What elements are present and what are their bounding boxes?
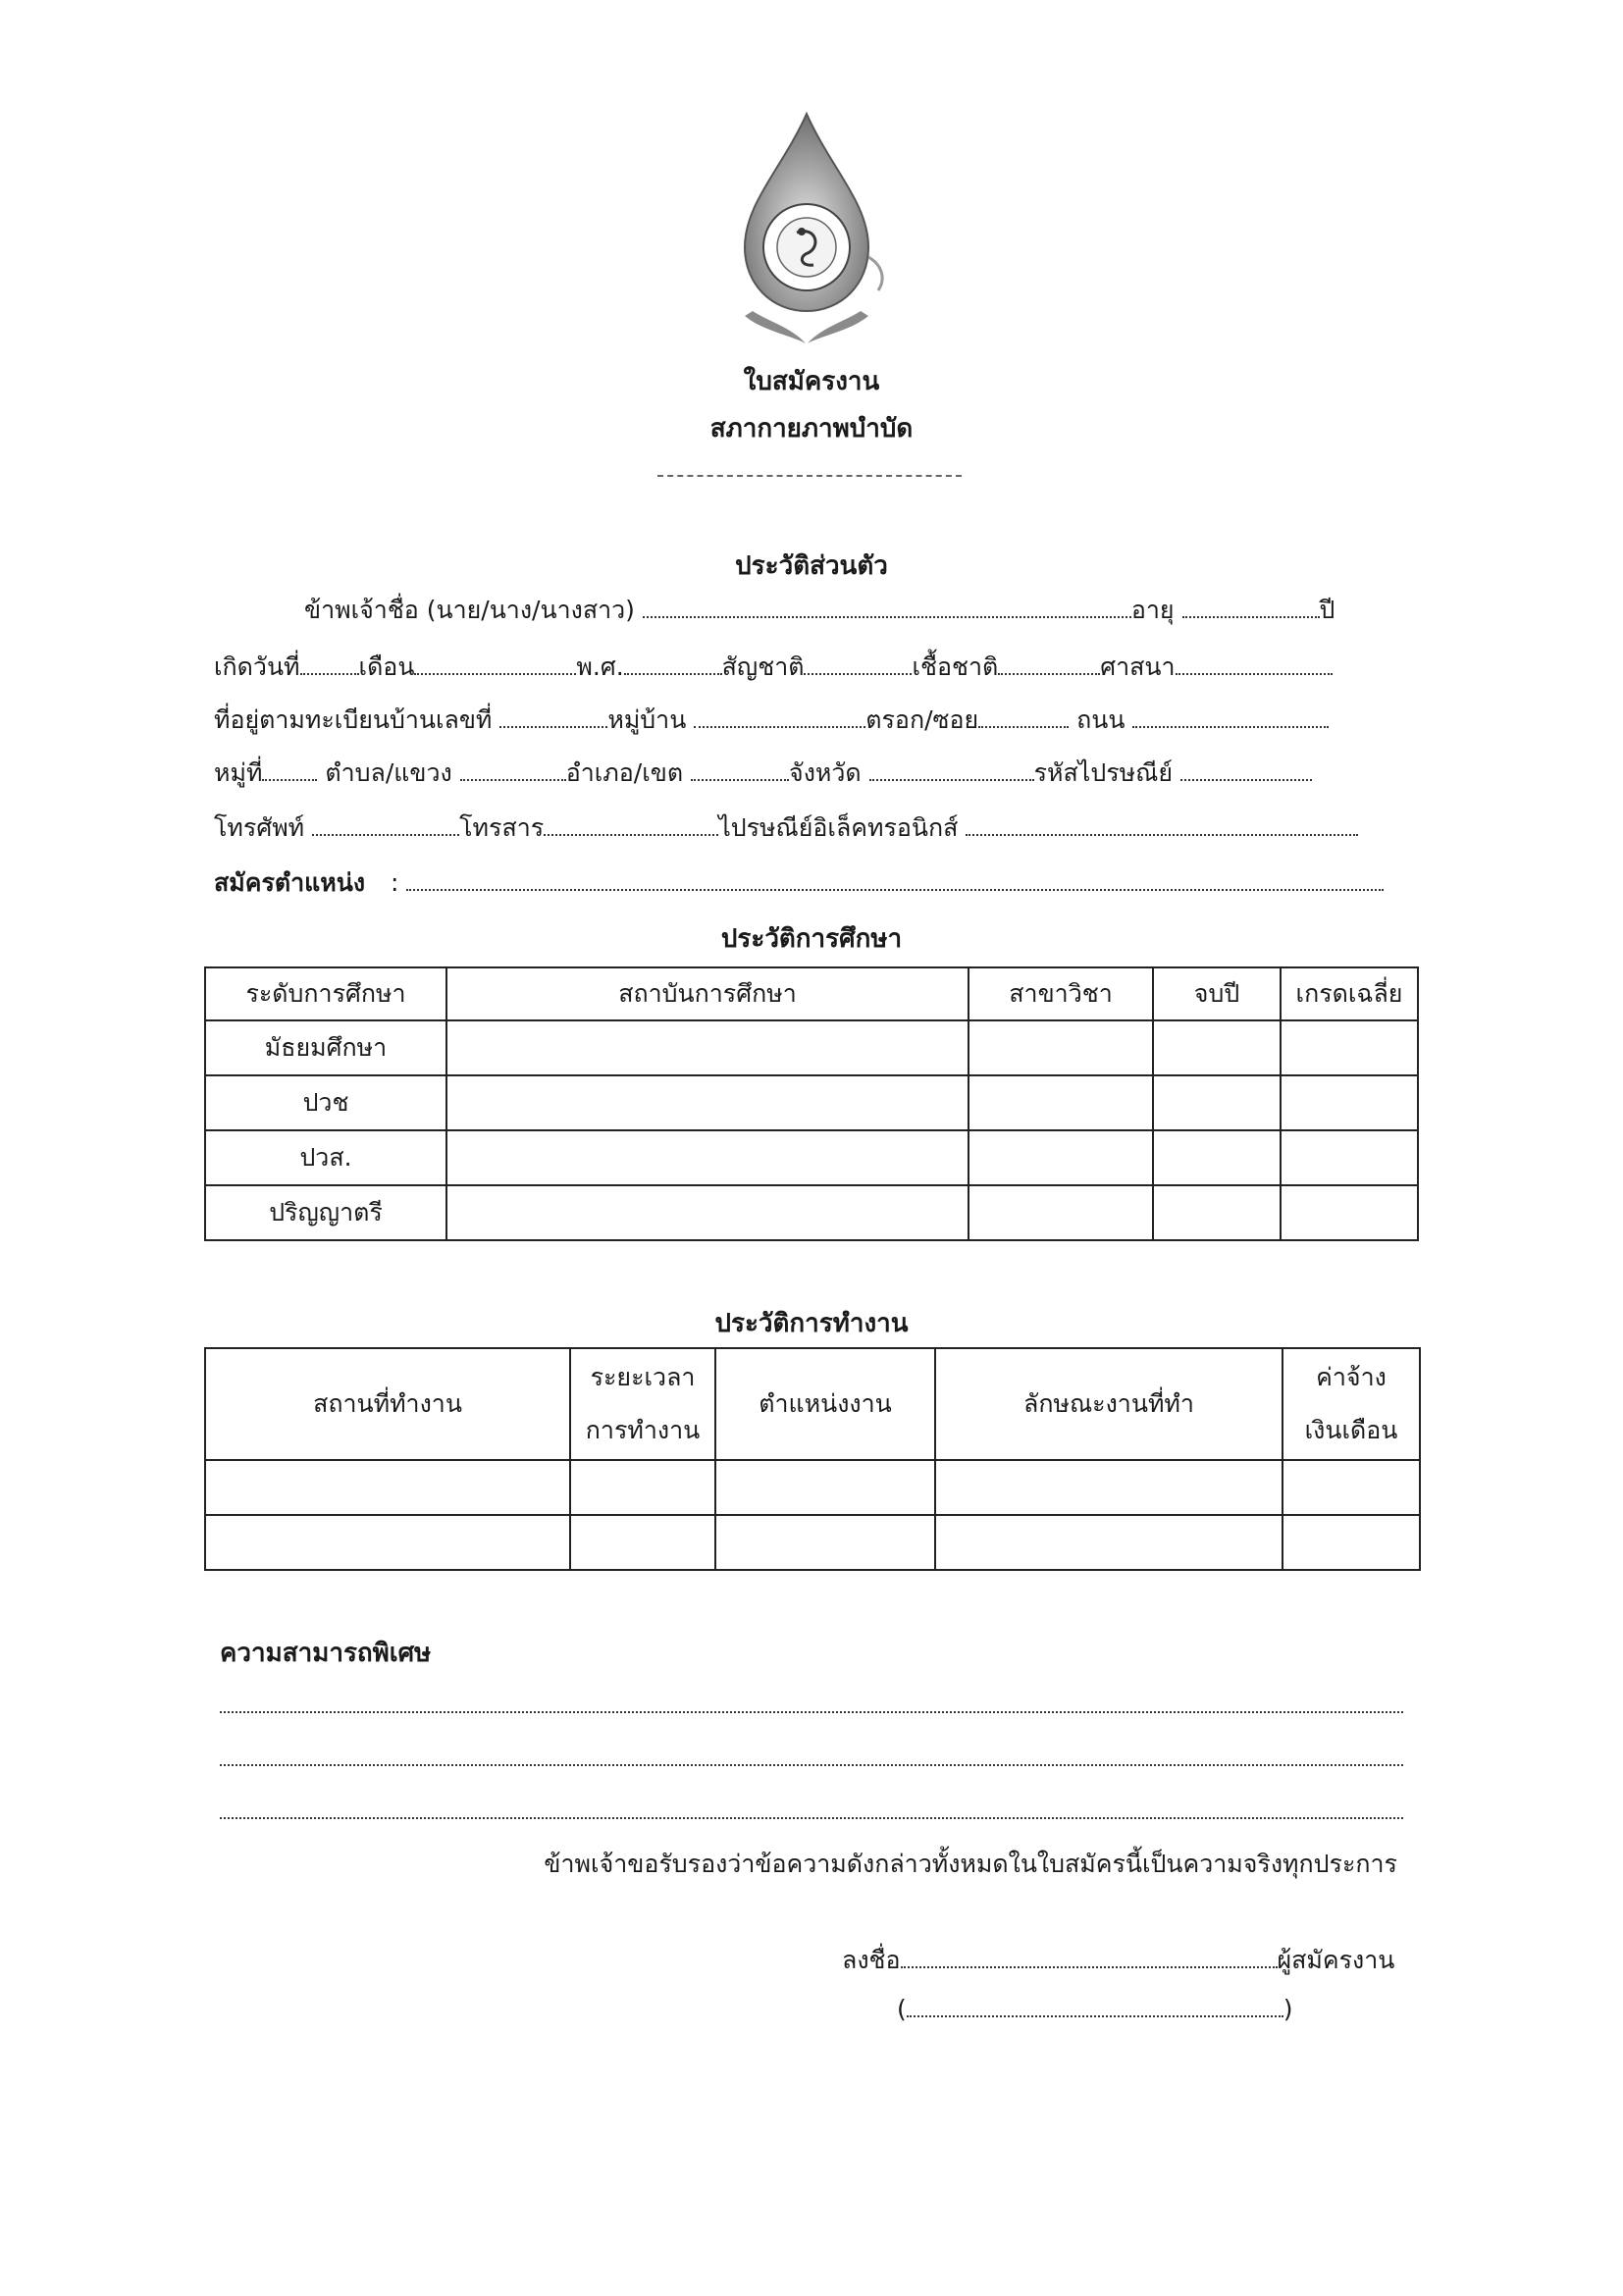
house-no-label: ที่อยู่ตามทะเบียนบ้านเลขที่: [214, 705, 493, 734]
moo-field[interactable]: [262, 757, 317, 781]
be-label: พ.ศ.: [576, 652, 624, 681]
personal-line-5: [214, 812, 1358, 844]
fax-label: โทรสาร: [459, 813, 545, 842]
table-row: [205, 1515, 1420, 1570]
work-table: [204, 1347, 1421, 1571]
edu-header-institution: สถาบันการศึกษา: [446, 967, 969, 1020]
edu-institution-cell[interactable]: [446, 1130, 969, 1185]
work-duration-cell[interactable]: [570, 1515, 715, 1570]
year-label: ปี: [1319, 596, 1335, 624]
alley-label: ตรอก/ซอย: [865, 705, 979, 734]
work-header-duration-line2: การทำงาน: [585, 1416, 701, 1444]
edu-institution-cell[interactable]: [446, 1185, 969, 1240]
edu-gpa-cell[interactable]: [1281, 1020, 1418, 1075]
signature-line: [842, 1941, 1394, 1980]
nationality-label: สัญชาติ: [721, 652, 805, 681]
edu-gpa-cell[interactable]: [1281, 1185, 1418, 1240]
postal-field[interactable]: [1180, 757, 1312, 781]
work-nature-cell[interactable]: [935, 1460, 1283, 1515]
work-header-salary-line1: ค่าจ้าง: [1316, 1363, 1387, 1391]
edu-major-cell[interactable]: [969, 1130, 1153, 1185]
personal-line-3: [214, 704, 1329, 736]
edu-year-cell[interactable]: [1153, 1185, 1281, 1240]
work-header-row: [205, 1348, 1420, 1460]
edu-year-cell[interactable]: [1153, 1075, 1281, 1130]
edu-year-cell[interactable]: [1153, 1130, 1281, 1185]
personal-line-4: [214, 757, 1312, 789]
fax-field[interactable]: [544, 812, 718, 836]
work-header-nature: ลักษณะงานที่ทำ: [935, 1348, 1283, 1460]
sign-label: ลงชื่อ: [842, 1946, 901, 1974]
name-field[interactable]: [643, 595, 1131, 618]
alley-field[interactable]: [978, 704, 1069, 728]
edu-level-cell: ปวช: [205, 1075, 446, 1130]
table-row: [205, 1130, 1418, 1185]
special-skill-line-1[interactable]: [220, 1690, 1403, 1713]
education-section-title: ประวัติการศึกษา: [720, 924, 903, 954]
road-field[interactable]: [1132, 704, 1329, 728]
certification-statement: ข้าพเจ้าขอรับรองว่าข้อความดังกล่าวทั้งหมดในใบสมัครนี้เป็นความจริงทุกประการ: [544, 1850, 1397, 1878]
edu-major-cell[interactable]: [969, 1075, 1153, 1130]
age-field[interactable]: [1182, 595, 1320, 618]
province-field[interactable]: [869, 757, 1034, 781]
race-label: เชื้อชาติ: [912, 652, 999, 681]
close-paren: ): [1283, 1995, 1293, 2023]
edu-header-major: สาขาวิชา: [969, 967, 1153, 1020]
signature-field[interactable]: [901, 1945, 1278, 1968]
table-row: [205, 1185, 1418, 1240]
email-label: ไปรษณีย์อิเล็คทรอนิกส์: [718, 813, 959, 842]
age-label: อายุ: [1130, 596, 1175, 624]
village-field[interactable]: [694, 704, 865, 728]
religion-field[interactable]: [1176, 652, 1333, 675]
work-header-duration: [570, 1348, 715, 1460]
personal-line-6: [214, 867, 1384, 899]
work-place-cell[interactable]: [205, 1460, 570, 1515]
education-header-row: [205, 967, 1418, 1020]
village-label: หมู่บ้าน: [607, 705, 687, 734]
personal-section-title: ประวัติส่วนตัว: [735, 551, 888, 581]
edu-institution-cell[interactable]: [446, 1075, 969, 1130]
work-place-cell[interactable]: [205, 1515, 570, 1570]
district-field[interactable]: [691, 757, 789, 781]
table-row: [205, 1460, 1420, 1515]
phone-field[interactable]: [312, 812, 459, 836]
work-position-cell[interactable]: [715, 1515, 935, 1570]
district-label: อำเภอ/เขต: [565, 758, 684, 787]
work-salary-cell[interactable]: [1283, 1460, 1420, 1515]
organization-name: สภากายภาพบำบัด: [709, 414, 914, 444]
birth-day-field[interactable]: [300, 652, 359, 675]
subdistrict-field[interactable]: [460, 757, 566, 781]
postal-label: รหัสไปรษณีย์: [1033, 758, 1173, 787]
edu-level-cell: ปริญญาตรี: [205, 1185, 446, 1240]
work-header-salary-line2: เงินเดือน: [1304, 1416, 1398, 1444]
position-label: สมัครตำแหน่ง: [214, 868, 366, 897]
edu-gpa-cell[interactable]: [1281, 1075, 1418, 1130]
subdistrict-label: ตำบล/แขวง: [325, 758, 452, 787]
email-field[interactable]: [966, 812, 1358, 836]
edu-header-gpa: เกรดเฉลี่ย: [1281, 967, 1418, 1020]
work-header-place: สถานที่ทำงาน: [205, 1348, 570, 1460]
house-no-field[interactable]: [499, 704, 607, 728]
form-title: ใบสมัครงาน: [743, 367, 880, 396]
born-label: เกิดวันที่: [214, 652, 300, 681]
table-row: [205, 1020, 1418, 1075]
religion-label: ศาสนา: [1100, 652, 1176, 681]
edu-institution-cell[interactable]: [446, 1020, 969, 1075]
position-colon: :: [391, 868, 399, 897]
birth-year-field[interactable]: [624, 652, 722, 675]
position-field[interactable]: [406, 867, 1384, 891]
education-table: [204, 966, 1419, 1241]
province-label: จังหวัด: [789, 758, 862, 787]
special-skill-line-3[interactable]: [220, 1796, 1403, 1819]
water-drop-hands-logo: [723, 110, 890, 345]
work-header-salary: [1283, 1348, 1420, 1460]
phone-label: โทรศัพท์: [214, 813, 305, 842]
edu-header-year: จบปี: [1153, 967, 1281, 1020]
edu-level-cell: ปวส.: [205, 1130, 446, 1185]
road-label: ถนน: [1076, 705, 1126, 734]
open-paren: (: [897, 1995, 907, 2023]
month-label: เดือน: [358, 652, 415, 681]
name-label: ข้าพเจ้าชื่อ (นาย/นาง/นางสาว): [304, 596, 635, 624]
title-divider: [657, 475, 962, 477]
birth-month-field[interactable]: [414, 652, 576, 675]
edu-major-cell[interactable]: [969, 1020, 1153, 1075]
personal-line-2: [214, 652, 1333, 683]
moo-label: หมู่ที่: [214, 758, 263, 787]
table-row: [205, 1075, 1418, 1130]
special-skill-line-2[interactable]: [220, 1743, 1403, 1766]
race-field[interactable]: [998, 652, 1100, 675]
edu-major-cell[interactable]: [969, 1185, 1153, 1240]
personal-line-1: [304, 595, 1335, 626]
edu-gpa-cell[interactable]: [1281, 1130, 1418, 1185]
nationality-field[interactable]: [804, 652, 912, 675]
special-section-title: ความสามารถพิเศษ: [220, 1639, 432, 1668]
work-section-title: ประวัติการทำงาน: [714, 1309, 909, 1338]
applicant-label: ผู้สมัครงาน: [1277, 1946, 1395, 1974]
edu-level-cell: มัธยมศึกษา: [205, 1020, 446, 1075]
work-position-cell[interactable]: [715, 1460, 935, 1515]
printed-name-line: [897, 1994, 1293, 2023]
edu-header-level: ระดับการศึกษา: [205, 967, 446, 1020]
work-salary-cell[interactable]: [1283, 1515, 1420, 1570]
work-duration-cell[interactable]: [570, 1460, 715, 1515]
edu-year-cell[interactable]: [1153, 1020, 1281, 1075]
work-nature-cell[interactable]: [935, 1515, 1283, 1570]
work-header-position: ตำแหน่งงาน: [715, 1348, 935, 1460]
printed-name-field[interactable]: [907, 1994, 1283, 2017]
work-header-duration-line1: ระยะเวลา: [590, 1363, 696, 1391]
